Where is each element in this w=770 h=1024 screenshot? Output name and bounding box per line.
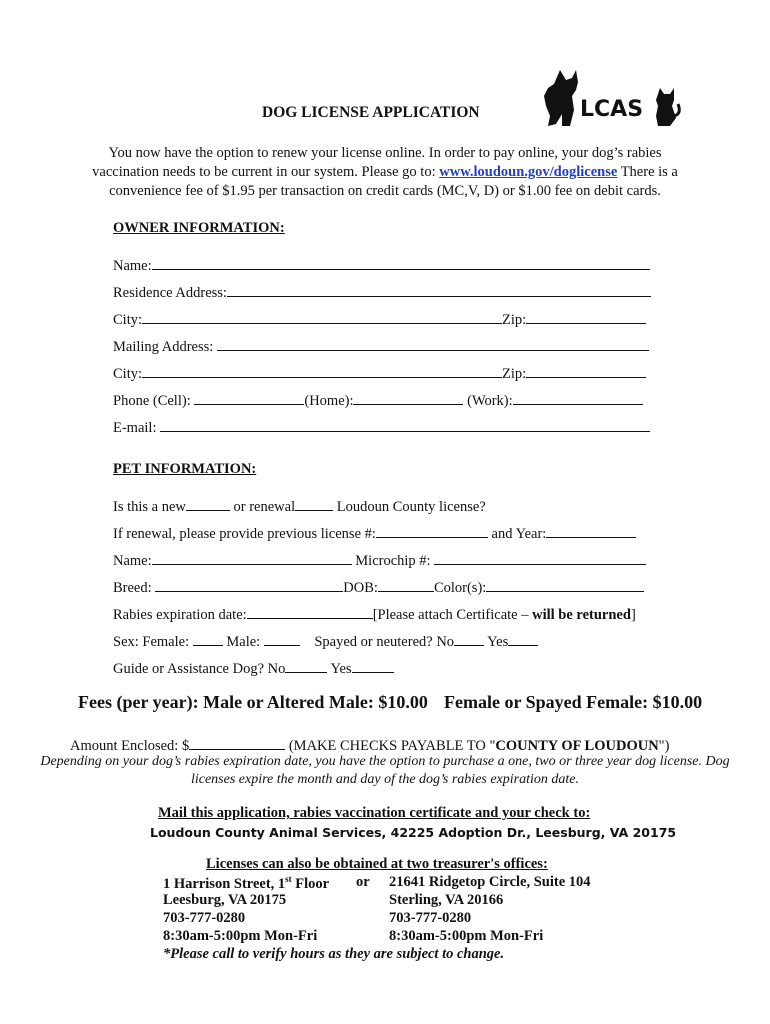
residence-row (113, 283, 651, 302)
residence-field[interactable] (227, 283, 651, 297)
phone-work-label: (Work): (463, 393, 513, 409)
email-field[interactable] (160, 418, 650, 432)
treasurer-heading: Licenses can also be obtained at two treasurer's offices: (206, 856, 548, 872)
city2-row (113, 364, 646, 383)
attach-label: [Please attach Certificate – (372, 607, 533, 623)
rabies-row (113, 605, 636, 624)
mailing-row (113, 337, 649, 356)
city-field[interactable] (142, 310, 502, 324)
mail-address: Loudoun County Animal Services, 42225 Adoption Dr., Leesburg, VA 20175 (150, 825, 677, 840)
mailing-field[interactable] (217, 337, 649, 351)
male-field[interactable] (264, 632, 300, 646)
dob-field[interactable] (378, 578, 434, 592)
intro-line-2-text: vaccination needs to be current in our system. Please go to: (92, 164, 440, 180)
phone-home-field[interactable] (353, 391, 463, 405)
zip2-label: Zip: (502, 366, 527, 382)
intro-line-2-end: There is a (617, 164, 678, 180)
will-be-returned: will be returned (532, 607, 631, 623)
phone-cell-field[interactable] (194, 391, 304, 405)
intro-line-2 (60, 163, 710, 182)
spayed-no-field[interactable] (454, 632, 484, 646)
left-street-a: 1 Harrison Street, 1 (163, 875, 286, 892)
renewal-field[interactable] (295, 497, 333, 511)
new-field[interactable] (186, 497, 230, 511)
mailing-label: Mailing Address: (113, 339, 214, 355)
left-street-b: Floor (291, 875, 330, 892)
microchip-label: Microchip #: (351, 553, 435, 569)
right-office-city: Sterling, VA 20166 (389, 892, 504, 908)
fees-male: Fees (per year): Male or Altered Male: $10.00 (78, 692, 428, 712)
amount-label: Amount Enclosed: $ (70, 738, 190, 754)
zip-field[interactable] (526, 310, 646, 324)
owner-name-row (113, 256, 650, 275)
logo-text: LCAS (580, 97, 644, 122)
spayed-label: Spayed or neutered? No (314, 634, 455, 650)
left-office-phone: 703-777-0280 (163, 910, 246, 926)
spayed-yes-field[interactable] (508, 632, 538, 646)
expiration-note: Depending on your dog’s rabies expiration date, you have the option to purchase a one, two or three year dog license. Dog licenses expire the month and day of the dog’s rabies expiration date. (40, 754, 730, 787)
phone-work-field[interactable] (513, 391, 643, 405)
phone-home-label: (Home): (304, 393, 354, 409)
loudoun-license-label: Loudoun County license? (333, 499, 486, 515)
left-office-hours: 8:30am-5:00pm Mon-Fri (163, 928, 318, 944)
breed-label: Breed: (113, 580, 156, 596)
amount-field[interactable] (189, 736, 285, 750)
payable-end: ") (658, 738, 670, 754)
residence-label: Residence Address: (113, 285, 227, 301)
pet-heading: PET INFORMATION: (113, 461, 257, 477)
email-row (113, 418, 650, 437)
dog-silhouette-icon (542, 66, 682, 128)
guide-yes-label: Yes (327, 661, 352, 677)
email-label: E-mail: (113, 420, 161, 436)
spayed-yes-label: Yes (484, 634, 509, 650)
or-label: or (356, 874, 370, 890)
phone-cell-label: Phone (Cell): (113, 393, 195, 409)
pet-name-label: Name: (113, 553, 152, 569)
dog-license-link[interactable]: www.loudoun.gov/doglicense (439, 164, 618, 180)
right-office-street: 21641 Ridgetop Circle, Suite 104 (389, 874, 591, 890)
rabies-date-field[interactable] (247, 605, 373, 619)
fees-female: Female or Spayed Female: $10.00 (444, 692, 703, 712)
right-office-phone: 703-777-0280 (389, 910, 472, 926)
guide-row (113, 659, 394, 678)
breed-field[interactable] (155, 578, 343, 592)
attach-end: ] (630, 607, 636, 623)
guide-no-field[interactable] (285, 659, 327, 673)
city2-field[interactable] (142, 364, 502, 378)
female-field[interactable] (193, 632, 223, 646)
phone-row (113, 391, 643, 410)
pet-name-field[interactable] (152, 551, 352, 565)
city-label: City: (113, 312, 143, 328)
owner-heading: OWNER INFORMATION: (113, 220, 285, 236)
zip-label: Zip: (502, 312, 527, 328)
city-row (113, 310, 646, 329)
year-label: and Year: (487, 526, 547, 542)
owner-name-field[interactable] (152, 256, 650, 270)
color-field[interactable] (486, 578, 644, 592)
sex-female-label: Sex: Female: (113, 634, 193, 650)
zip2-field[interactable] (526, 364, 646, 378)
left-street-sup: st (285, 874, 292, 884)
intro-line-1: You now have the option to renew your license online. In order to pay online, your dog’s rabies (108, 145, 662, 161)
city2-label: City: (113, 366, 143, 382)
intro-line-3: convenience fee of $1.95 per transaction on credit cards (MC,V, D) or $1.00 fee on debit cards. (109, 183, 661, 199)
county-of-loudoun: COUNTY OF LOUDOUN (495, 738, 659, 754)
guide-label: Guide or Assistance Dog? No (113, 661, 286, 677)
mail-heading: Mail this application, rabies vaccination certificate and your check to: (158, 805, 591, 821)
owner-name-label: Name: (113, 258, 152, 274)
previous-license-row (113, 524, 636, 543)
previous-license-field[interactable] (376, 524, 488, 538)
breed-row (113, 578, 644, 597)
previous-license-label: If renewal, please provide previous license #: (113, 526, 376, 542)
guide-yes-field[interactable] (352, 659, 394, 673)
page-title: DOG LICENSE APPLICATION (262, 104, 480, 121)
or-renewal-label: or renewal (229, 499, 296, 515)
is-new-label: Is this a new (113, 499, 186, 515)
right-office-hours: 8:30am-5:00pm Mon-Fri (389, 928, 544, 944)
rabies-label: Rabies expiration date: (113, 607, 247, 623)
payable-label: (MAKE CHECKS PAYABLE TO " (285, 738, 496, 754)
microchip-field[interactable] (434, 551, 646, 565)
pet-name-row (113, 551, 646, 570)
sex-row (113, 632, 538, 651)
male-label: Male: (222, 634, 264, 650)
lcas-logo (542, 66, 682, 128)
left-office-city: Leesburg, VA 20175 (163, 892, 287, 908)
hours-footnote: *Please call to verify hours as they are subject to change. (163, 946, 505, 962)
dob-label: DOB: (343, 580, 378, 596)
color-label: Color(s): (433, 580, 487, 596)
left-office-street (163, 874, 329, 893)
new-renewal-row (113, 497, 486, 516)
year-field[interactable] (546, 524, 636, 538)
